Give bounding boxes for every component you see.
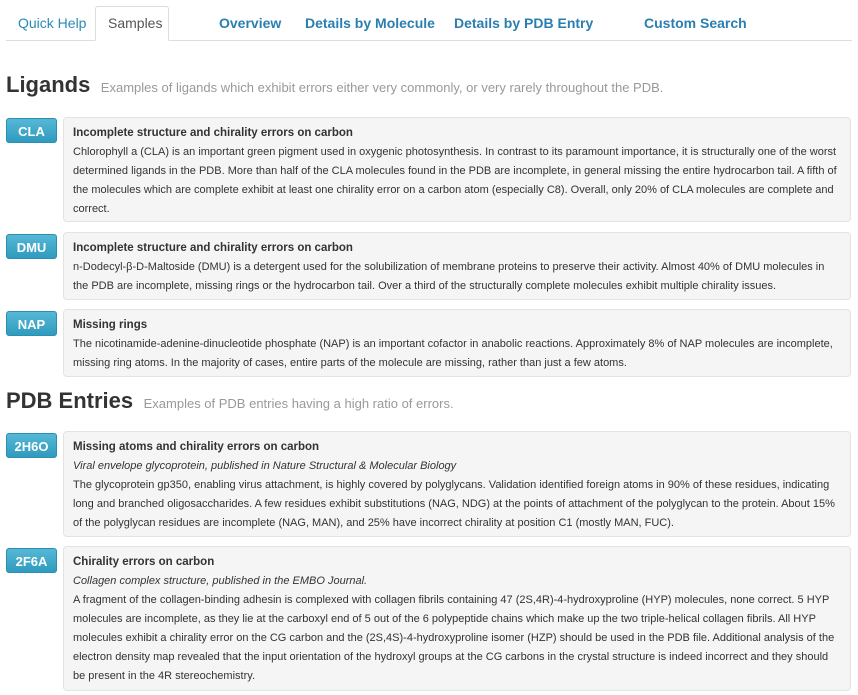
section-description: Examples of ligands which exhibit errors either very commonly, or very rarely throughout the PDB. (100, 80, 664, 95)
section-title: PDB Entries (6, 388, 134, 413)
card-title: Incomplete structure and chirality errors on carbon (73, 242, 353, 254)
section-description: Examples of PDB entries having a high ratio of errors. (143, 396, 454, 411)
card-title: Missing atoms and chirality errors on carbon (73, 441, 320, 453)
card-subtitle: Collagen complex structure, published in the EMBO Journal. (73, 575, 368, 587)
card-title: Missing rings (73, 319, 148, 331)
ligand-badge-cla[interactable]: CLA (6, 118, 57, 143)
ligands-heading (6, 72, 663, 98)
nav-details-by-molecule[interactable]: Details by Molecule (305, 15, 435, 31)
ligand-badge-dmu[interactable]: DMU (6, 234, 57, 259)
card-text: Chlorophyll a (CLA) is an important green pigment used in oxygenic photosynthesis. In contrast to its paramount importance, it is structurally one of the worst determined ligands in the PDB. More than half of the CLA molecules found in the PDB are incomplete, in general missing the entire hydrocarbon tail. A fifth of the molecules which are complete exhibit at least one chirality error on a carbon atom (especially C8). Overall, only 20% of CLA molecules are complete and correct. (73, 146, 837, 215)
ligand-badge-nap[interactable]: NAP (6, 311, 57, 336)
nav-details-by-pdb-entry[interactable]: Details by PDB Entry (454, 15, 594, 31)
pdb-badge-2f6a[interactable]: 2F6A (6, 548, 57, 573)
card-title: Chirality errors on carbon (73, 556, 215, 568)
card-text: The nicotinamide-adenine-dinucleotide phosphate (NAP) is an important cofactor in anabolic reactions. Approximately 8% of NAP molecules are incomplete, missing ring atoms. In the majority of cases, entire parts of the molecule are missing, rather than just a few atoms. (73, 338, 833, 369)
tab-quick-help[interactable]: Quick Help (18, 15, 87, 31)
pdb-card-2h6o (63, 431, 851, 537)
ligand-card-cla (63, 117, 851, 222)
card-title: Incomplete structure and chirality errors on carbon (73, 127, 353, 139)
ligand-card-nap (63, 309, 851, 377)
section-title: Ligands (6, 72, 91, 97)
pdb-badge-2h6o[interactable]: 2H6O (6, 433, 57, 458)
nav-overview[interactable]: Overview (219, 15, 282, 31)
tab-bar (6, 6, 852, 41)
card-text: n-Dodecyl-β-D-Maltoside (DMU) is a detergent used for the solubilization of membrane proteins to preserve their activity. Almost 40% of DMU molecules in the PDB are incomplete, missing rings or the hydrocarbon tail. Over a third of the structurally complete molecules exhibit multiple chirality issues. (73, 261, 825, 292)
card-text: The glycoprotein gp350, enabling virus attachment, is highly covered by polyglycans. Validation identified foreign atoms in 90% of these residues, indicating long and branched oligosaccharides. A few residues exhibit substitutions (NAG, NDG) at the points of attachment of the polyglycan to the protein. About 15% of the polyglycan residues are incomplete (NAG, MAN), and 25% have incorrect chirality at position C1 (mostly MAN, FUC). (73, 479, 835, 529)
card-text: A fragment of the collagen-binding adhesin is complexed with collagen fibrils containing 47 (2S,4R)-4-hydroxyproline (HYP) molecules, none correct. 5 HYP molecules are incomplete, as they lie at the carboxyl end of 5 out of the 6 polypeptide chains which make up the two triple-helical collagen fibrils. All HYP molecules exhibit a chirality error on the CG carbon and the (2S,4S)-4-hydroxyproline isomer (HZP) should be used in the PDB file. Additional analysis of the electron density map revealed that the input orientation of the hydroxyl groups at the CG carbons in the crystal structure is indeed incorrect and they should be present in the 4R stereochemistry. (73, 594, 835, 682)
pdb-card-2f6a (63, 546, 851, 691)
ligand-card-dmu (63, 232, 851, 300)
card-subtitle: Viral envelope glycoprotein, published in Nature Structural & Molecular Biology (73, 460, 457, 472)
nav-custom-search[interactable]: Custom Search (644, 15, 747, 31)
tab-samples[interactable]: Samples (95, 6, 169, 41)
pdb-entries-heading (6, 388, 454, 414)
